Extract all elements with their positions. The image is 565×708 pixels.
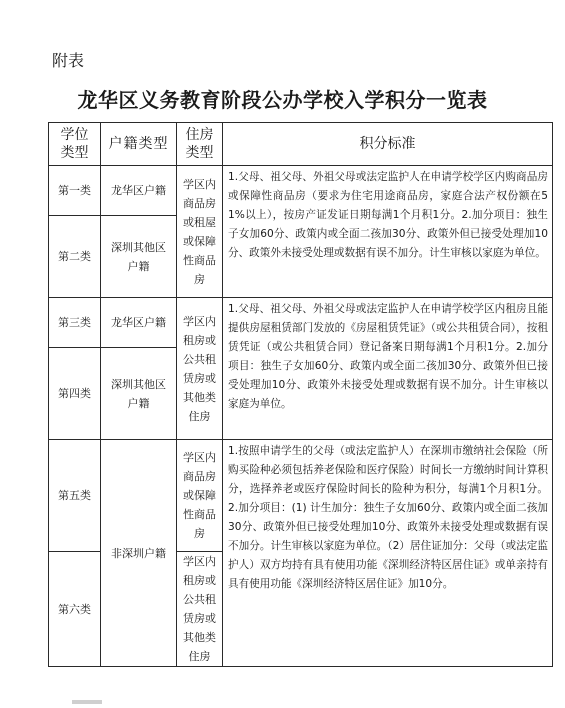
table-row [49, 166, 553, 216]
housing-type-cell: 学区内商品房或保障性商品房 [177, 440, 223, 552]
student-type-cell: 第六类 [49, 552, 101, 667]
appendix-label: 附表 [52, 51, 85, 70]
housing-type-cell: 学区内租房或公共租赁房或其他类住房 [177, 552, 223, 667]
household-type-cell: 深圳其他区户籍 [101, 216, 177, 298]
housing-type-cell: 学区内商品房或租屋或保障性商品房 [177, 166, 223, 298]
student-type-cell: 第三类 [49, 298, 101, 348]
student-type-cell: 第五类 [49, 440, 101, 552]
points-table [48, 122, 553, 667]
header-household-type: 户籍类型 [101, 123, 177, 166]
header-criteria: 积分标准 [223, 123, 553, 166]
criteria-cell: 1.父母、祖父母、外祖父母或法定监护人在申请学校学区内购商品房或保障性商品房（要求为住宅用途商品房，家庭合法产权份额在51%以上），按房产证发证日期每满1个月积1分。2.加分项目：独生子女加60分、政策内或全面二孩加30分、政策外但已接受处理加10分、政策外未接受处理或数据有误不加分。计生审核以家庭为单位。 [223, 166, 553, 298]
student-type-cell: 第一类 [49, 166, 101, 216]
household-type-cell: 龙华区户籍 [101, 166, 177, 216]
criteria-cell: 1.父母、祖父母、外祖父母或法定监护人在申请学校学区内租房且能提供房屋租赁部门发放的《房屋租赁凭证》（或公共租赁合同），按租赁凭证（或公共租赁合同）登记备案日期每满1个月积1分。2.加分项目：独生子女加60分、政策内或全面二孩加30分、政策外但已接受处理加10分、政策外未接受处理或数据有误不加分。计生审核以家庭为单位。 [223, 298, 553, 440]
table-header-row [49, 123, 553, 166]
student-type-cell: 第四类 [49, 348, 101, 440]
criteria-cell: 1.按照申请学生的父母（或法定监护人）在深圳市缴纳社会保险（所购买险种必须包括养老保险和医疗保险）时间长一方缴纳时间计算积分，选择养老或医疗保险时间长的险种为积分，每满1个月积1分。2.加分项目：(1) 计生加分：独生子女加60分、政策内或全面二孩加30分、政策外但已接受处理加10分、政策外未接受处理或数据有误不加分。计生审核以家庭为单位。（2）居住证加分：父母（或法定监护人）双方均持有具有使用功能《深圳经济特区居住证》或单亲持有具有使用功能《深圳经济特区居住证》加10分。 [223, 440, 553, 667]
student-type-cell: 第二类 [49, 216, 101, 298]
page-edge-mark [72, 700, 102, 704]
household-type-cell: 非深圳户籍 [101, 440, 177, 667]
table-row [49, 298, 553, 348]
header-housing-type: 住房类型 [177, 123, 223, 166]
household-type-cell: 龙华区户籍 [101, 298, 177, 348]
household-type-cell: 深圳其他区户籍 [101, 348, 177, 440]
table-row [49, 440, 553, 552]
page-title: 龙华区义务教育阶段公办学校入学积分一览表 [77, 88, 488, 112]
housing-type-cell: 学区内租房或公共租赁房或其他类住房 [177, 298, 223, 440]
header-student-type: 学位类型 [49, 123, 101, 166]
